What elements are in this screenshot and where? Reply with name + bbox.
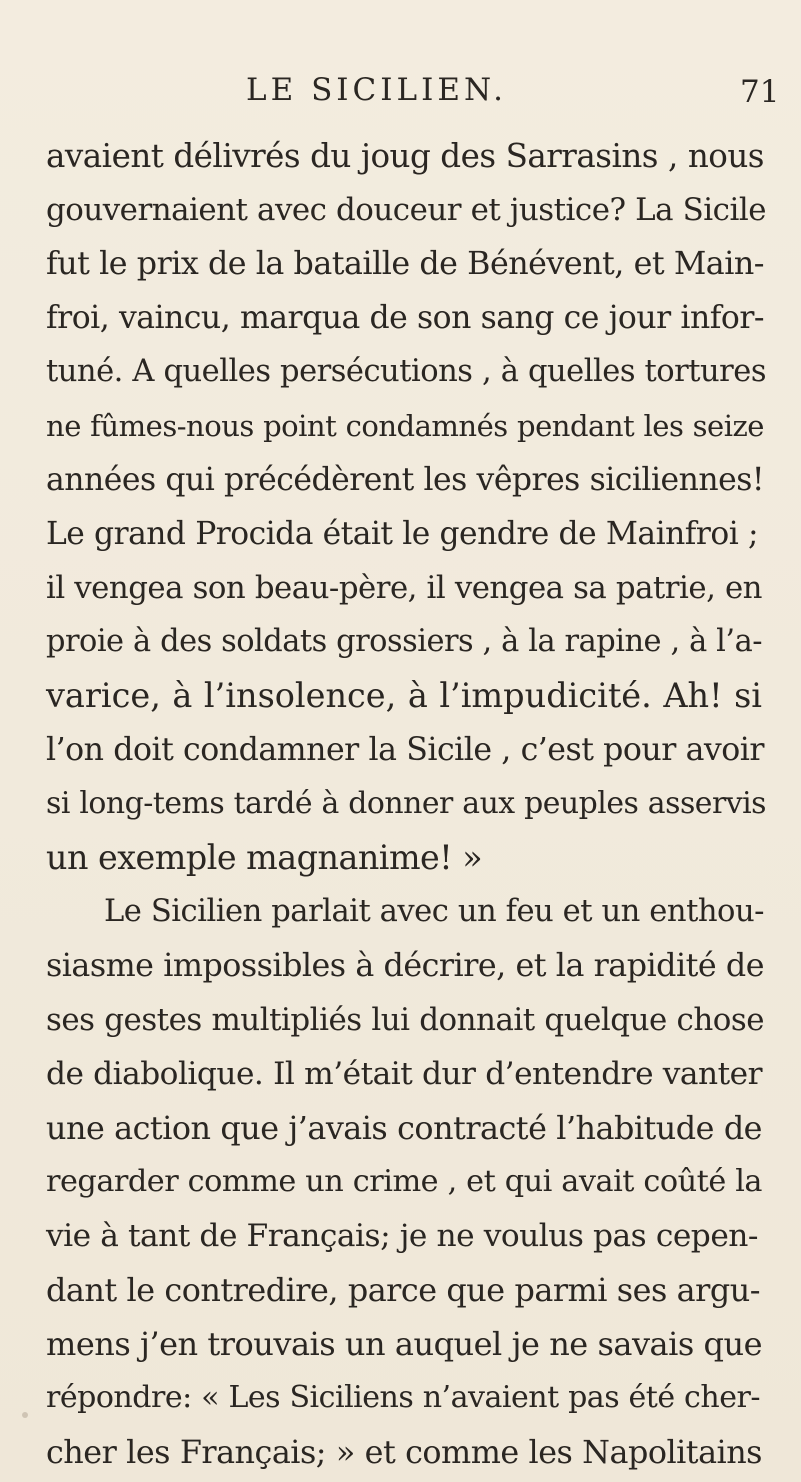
text-line: vie à tant de Français; je ne voulus pas cepen- <box>46 1218 758 1254</box>
text-line: froi, vaincu, marqua de son sang ce jour infor- <box>46 300 764 336</box>
text-line: il vengea son beau-père, il vengea sa patrie, en <box>46 570 762 606</box>
text-line: ne fûmes-nous point condamnés pendant les seize <box>46 409 764 443</box>
text-line: cher les Français; » et comme les Napolitains <box>46 1433 762 1471</box>
text-line: regarder comme un crime , et qui avait coûté la <box>46 1164 762 1199</box>
running-title: LE SICILIEN. <box>246 72 507 108</box>
text-line: de diabolique. Il m’était dur d’entendre vanter <box>46 1056 762 1092</box>
paper-smudge <box>22 1412 28 1418</box>
text-line: Le grand Procida était le gendre de Mainfroi ; <box>46 516 758 552</box>
text-line: siasme impossibles à décrire, et la rapidité de <box>46 948 764 984</box>
text-line: varice, à l’insolence, à l’impudicité. Ah! si <box>46 676 762 715</box>
text-line: dant le contredire, parce que parmi ses argu- <box>46 1271 760 1309</box>
text-line: si long-tems tardé à donner aux peuples asservis <box>46 786 766 821</box>
text-line: fut le prix de la bataille de Bénévent, et Main- <box>46 246 764 282</box>
text-line: tuné. A quelles persécutions , à quelles tortures <box>46 354 766 389</box>
text-line: l’on doit condamner la Sicile , c’est pour avoir <box>46 732 764 768</box>
text-line: mens j’en trouvais un auquel je ne savais que <box>46 1325 762 1363</box>
text-line: ses gestes multipliés lui donnait quelque chose <box>46 1002 764 1038</box>
text-line: gouvernaient avec douceur et justice? La Sicile <box>46 192 766 228</box>
text-line: années qui précédèrent les vêpres siciliennes! <box>46 462 764 498</box>
page-number: 71 <box>740 74 780 110</box>
text-line: avaient délivrés du joug des Sarrasins , nous <box>46 137 764 175</box>
text-line: proie à des soldats grossiers , à la rapine , à l’a- <box>46 624 762 659</box>
text-line: un exemple magnanime! » <box>46 838 483 877</box>
text-line: répondre: « Les Siciliens n’avaient pas été cher- <box>46 1380 760 1415</box>
running-head <box>0 72 801 112</box>
text-line: une action que j’avais contracté l’habitude de <box>46 1109 762 1147</box>
text-line: Le Sicilien parlait avec un feu et un enthou- <box>104 894 764 929</box>
